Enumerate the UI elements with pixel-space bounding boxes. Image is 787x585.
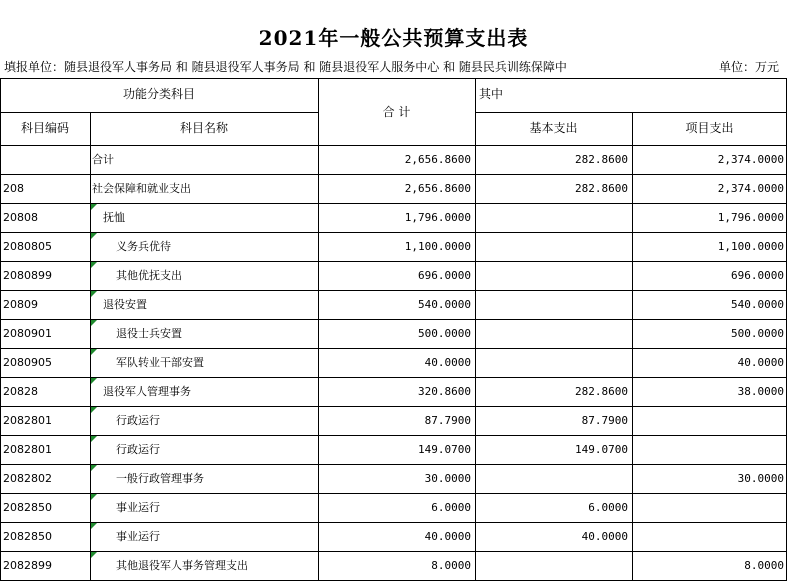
cell-marker-icon	[91, 291, 97, 297]
table-rule	[0, 78, 787, 79]
cell-name: 事业运行	[116, 530, 160, 543]
cell-name: 军队转业干部安置	[116, 356, 204, 369]
header-total: 合 计	[382, 105, 411, 119]
cell-total: 8.0000	[431, 559, 471, 572]
table-row	[0, 320, 787, 348]
cell-basic	[477, 465, 628, 493]
table-row	[0, 291, 787, 319]
cell-total: 500.0000	[418, 327, 471, 340]
table-row	[0, 552, 787, 580]
table-row	[0, 204, 787, 232]
cell-name: 其他优抚支出	[116, 269, 182, 282]
cell-basic: 87.7900	[581, 414, 628, 427]
cell-code: 20808	[3, 211, 38, 224]
cell-code	[3, 146, 89, 174]
cell-basic	[477, 233, 628, 261]
cell-basic	[477, 320, 628, 348]
cell-name: 退役安置	[103, 298, 147, 311]
header-name: 科目名称	[179, 121, 228, 135]
cell-total: 2,656.8600	[404, 153, 471, 166]
cell-total: 2,656.8600	[404, 182, 471, 195]
table-row	[0, 378, 787, 406]
cell-code: 2080905	[3, 356, 52, 369]
cell-basic: 149.0700	[575, 443, 628, 456]
table-rule	[0, 580, 787, 581]
cell-project	[634, 436, 784, 464]
reporting-unit: 填报单位：随县退役军人事务局 和 随县退役军人事务局 和 随县退役军人服务中心 和 随县民兵训练保障中	[4, 60, 567, 74]
cell-basic: 282.8600	[575, 153, 628, 166]
table-row	[0, 349, 787, 377]
cell-total: 6.0000	[431, 501, 471, 514]
cell-code: 2082801	[3, 443, 52, 456]
cell-project: 1,100.0000	[717, 240, 784, 253]
cell-project: 1,796.0000	[717, 211, 784, 224]
cell-basic	[477, 291, 628, 319]
cell-project	[634, 523, 784, 551]
cell-project: 2,374.0000	[717, 153, 784, 166]
header-of-which: 其中	[479, 87, 504, 101]
cell-marker-icon	[91, 233, 97, 239]
cell-code: 2082850	[3, 501, 52, 514]
cell-code: 2080805	[3, 240, 52, 253]
cell-basic	[477, 262, 628, 290]
cell-code: 2082899	[3, 559, 52, 572]
cell-project: 540.0000	[731, 298, 784, 311]
cell-total: 30.0000	[424, 472, 471, 485]
cell-total: 40.0000	[424, 356, 471, 369]
cell-code: 2080901	[3, 327, 52, 340]
page-title: 2021年一般公共预算支出表	[258, 26, 529, 50]
cell-marker-icon	[91, 407, 97, 413]
cell-total: 540.0000	[418, 298, 471, 311]
table-row	[0, 494, 787, 522]
cell-marker-icon	[91, 320, 97, 326]
table-row	[0, 146, 787, 174]
cell-code: 208	[3, 182, 24, 195]
cell-marker-icon	[91, 349, 97, 355]
cell-marker-icon	[91, 465, 97, 471]
cell-name: 行政运行	[116, 443, 160, 456]
cell-name: 一般行政管理事务	[116, 472, 204, 485]
cell-basic	[477, 204, 628, 232]
table-rule	[0, 112, 318, 113]
cell-marker-icon	[91, 552, 97, 558]
cell-name: 其他退役军人事务管理支出	[116, 559, 248, 572]
table-rule	[475, 112, 787, 113]
table-row	[0, 436, 787, 464]
cell-project: 38.0000	[737, 385, 784, 398]
cell-project: 40.0000	[737, 356, 784, 369]
currency-unit: 单位：万元	[718, 60, 779, 74]
budget-table	[0, 78, 787, 585]
cell-project	[634, 407, 784, 435]
cell-name: 退役士兵安置	[116, 327, 182, 340]
cell-name: 义务兵优待	[116, 240, 171, 253]
header-basic: 基本支出	[529, 121, 578, 135]
header-project: 项目支出	[685, 121, 734, 135]
cell-code: 2082801	[3, 414, 52, 427]
cell-marker-icon	[91, 436, 97, 442]
unit-line	[4, 58, 783, 76]
cell-marker-icon	[91, 378, 97, 384]
cell-marker-icon	[91, 523, 97, 529]
cell-project: 2,374.0000	[717, 182, 784, 195]
cell-code: 2082850	[3, 530, 52, 543]
cell-basic: 6.0000	[588, 501, 628, 514]
cell-project	[634, 494, 784, 522]
cell-basic: 282.8600	[575, 385, 628, 398]
table-row	[0, 175, 787, 203]
cell-basic	[477, 552, 628, 580]
header-func-category: 功能分类科目	[122, 87, 195, 101]
cell-code: 2082802	[3, 472, 52, 485]
header-code: 科目编码	[20, 121, 69, 135]
table-row	[0, 465, 787, 493]
cell-name: 社会保障和就业支出	[92, 182, 191, 195]
cell-basic: 282.8600	[575, 182, 628, 195]
cell-name: 合计	[92, 153, 114, 166]
cell-total: 40.0000	[424, 530, 471, 543]
cell-total: 696.0000	[418, 269, 471, 282]
cell-name: 退役军人管理事务	[103, 385, 191, 398]
cell-code: 2080899	[3, 269, 52, 282]
cell-project: 696.0000	[731, 269, 784, 282]
table-row	[0, 407, 787, 435]
cell-name: 行政运行	[116, 414, 160, 427]
cell-total: 320.8600	[418, 385, 471, 398]
cell-total: 87.7900	[424, 414, 471, 427]
cell-code: 20809	[3, 298, 38, 311]
table-row	[0, 523, 787, 551]
cell-name: 事业运行	[116, 501, 160, 514]
cell-total: 1,100.0000	[404, 240, 471, 253]
cell-marker-icon	[91, 494, 97, 500]
table-row	[0, 233, 787, 261]
cell-total: 1,796.0000	[404, 211, 471, 224]
cell-project: 30.0000	[737, 472, 784, 485]
cell-total: 149.0700	[418, 443, 471, 456]
table-row	[0, 262, 787, 290]
cell-basic: 40.0000	[581, 530, 628, 543]
cell-basic	[477, 349, 628, 377]
cell-marker-icon	[91, 262, 97, 268]
cell-project: 500.0000	[731, 327, 784, 340]
cell-marker-icon	[91, 204, 97, 210]
cell-project: 8.0000	[744, 559, 784, 572]
cell-code: 20828	[3, 385, 38, 398]
cell-name: 抚恤	[103, 211, 125, 224]
